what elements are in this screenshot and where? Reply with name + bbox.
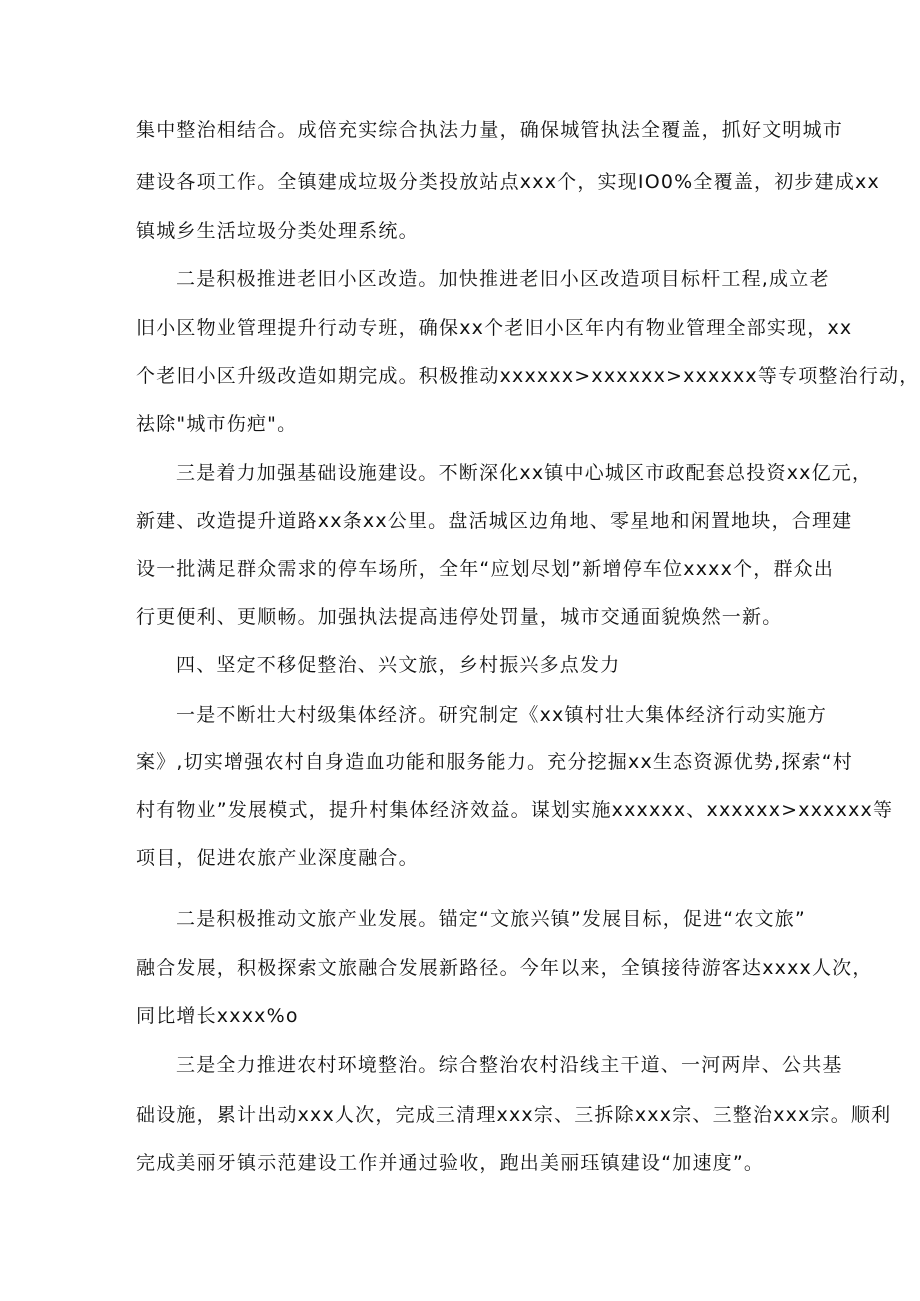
text-line: 镇城乡生活垃圾分类处理系统。	[136, 220, 419, 242]
text-line: 村有物业”发展模式，提升村集体经济效益。谋划实施xxxxxx、xxxxxx>xxxxxx等	[136, 799, 894, 821]
section-heading: 四、坚定不移促整治、兴文旅，乡村振兴多点发力	[176, 654, 621, 676]
text-line: 项目，促进农旅产业深度融合。	[136, 847, 419, 869]
paragraph-first-line: 三是全力推进农村环境整治。综合整治农村沿线主干道、一河两岸、公共基	[176, 1054, 843, 1076]
paragraph-first-line: 三是着力加强基础设施建设。不断深化xx镇中心城区市政配套总投资xx亿元，	[176, 462, 873, 484]
text-line: 新建、改造提升道路xx条xx公里。盘活城区边角地、零星地和闲置地块，合理建	[136, 510, 853, 532]
text-line: 行更便利、更顺畅。加强执法提高违停处罚量，城市交通面貌焕然一新。	[136, 606, 783, 628]
text-line: 个老旧小区升级改造如期完成。积极推动xxxxxx>xxxxxx>xxxxxx等专项整治行动，	[136, 365, 920, 387]
paragraph-first-line: 一是不断壮大村级集体经济。研究制定《xx镇村壮大集体经济行动实施方	[176, 704, 828, 726]
text-line: 建设各项工作。全镇建成垃圾分类投放站点xxx个，实现IO0%全覆盖，初步建成xx	[136, 171, 880, 193]
text-line: 案》,切实增强农村自身造血功能和服务能力。充分挖掘xx生态资源优势,探索“村	[136, 751, 854, 773]
text-line: 同比增长xxxx%o	[136, 1005, 299, 1027]
text-line: 旧小区物业管理提升行动专班，确保xx个老旧小区年内有物业管理全部实现，xx	[136, 317, 853, 339]
text-line: 集中整治相结合。成倍充实综合执法力量，确保城管执法全覆盖，抓好文明城市	[136, 119, 844, 141]
paragraph-first-line: 二是积极推动文旅产业发展。锚定“文旅兴镇”发展目标，促进“农文旅”	[176, 908, 806, 930]
text-line: 融合发展，积极探索文旅融合发展新路径。今年以来，全镇接待游客达xxxx人次，	[136, 957, 873, 979]
text-line: 完成美丽牙镇示范建设工作并通过验收，跑出美丽珏镇建设“加速度”。	[136, 1152, 765, 1174]
text-line: 祛除"城市伤疤"。	[136, 413, 298, 435]
paragraph-first-line: 二是积极推进老旧小区改造。加快推进老旧小区改造项目标杆工程,成立老	[176, 268, 830, 290]
text-line: 设一批满足群众需求的停车场所，全年“应划尽划”新增停车位xxxx个，群众出	[136, 558, 835, 580]
text-line: 础设施，累计出动xxx人次，完成三清理xxx宗、三拆除xxx宗、三整治xxx宗。顺利	[136, 1104, 892, 1126]
